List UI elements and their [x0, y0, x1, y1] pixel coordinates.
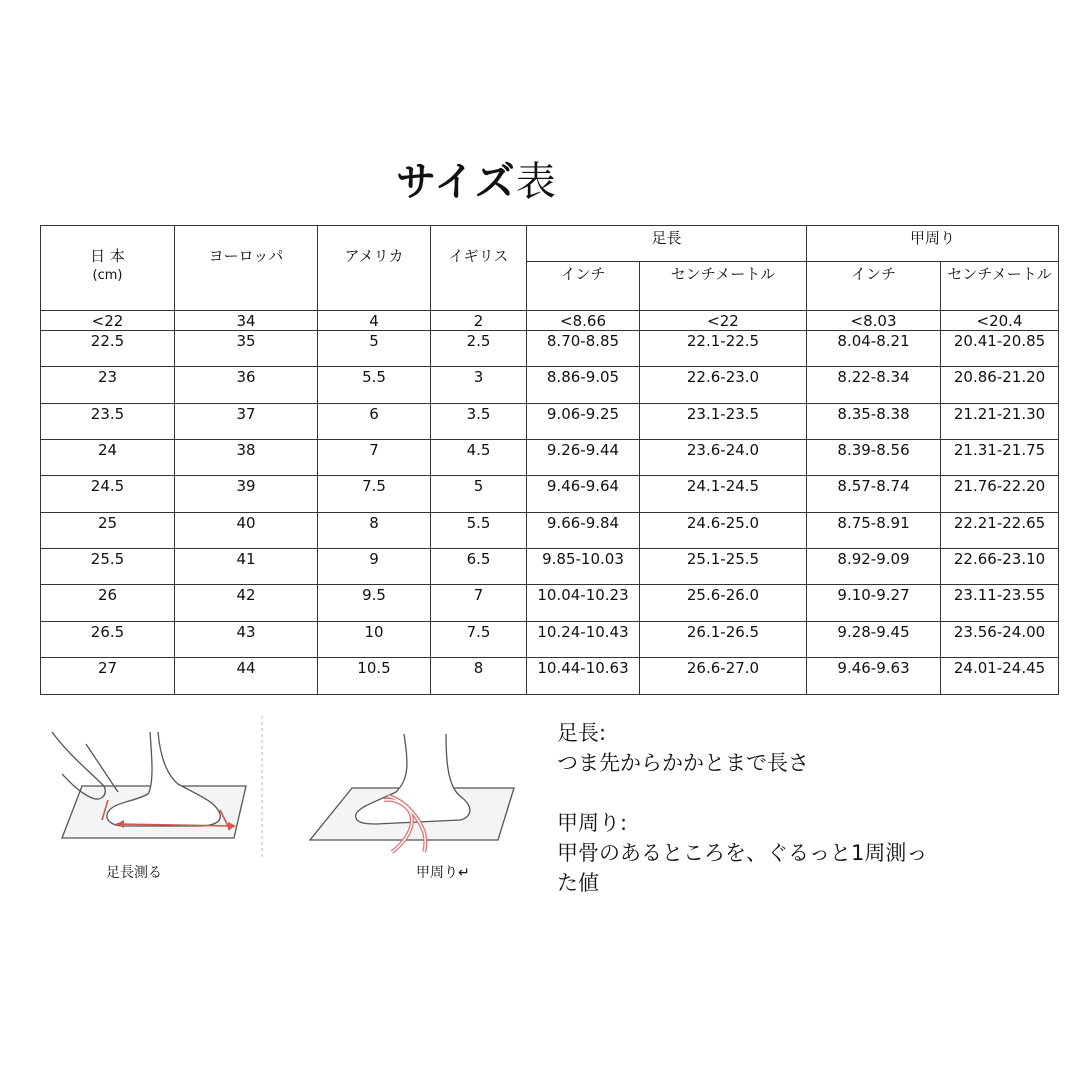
- table-cell: 2: [431, 311, 527, 331]
- table-cell: 8.57-8.74: [807, 476, 941, 513]
- table-cell: 44: [175, 658, 318, 695]
- header-foot-length: 足長: [527, 226, 807, 262]
- header-inch: インチ: [527, 262, 640, 311]
- table-cell: 9.5: [318, 585, 431, 622]
- table-cell: 9.26-9.44: [527, 440, 640, 476]
- table-cell: 24.01-24.45: [941, 658, 1059, 695]
- table-cell: 23.56-24.00: [941, 622, 1059, 658]
- description: [557, 718, 1037, 898]
- table-cell: 34: [175, 311, 318, 331]
- girth-label: 甲周り:: [557, 811, 628, 835]
- foot-length-illustration: [38, 714, 264, 862]
- title-bold: サイズ: [396, 159, 516, 205]
- table-cell: <22: [640, 311, 807, 331]
- table-cell: 4.5: [431, 440, 527, 476]
- page-title: [396, 150, 557, 207]
- table-cell: 8: [318, 513, 431, 549]
- table-row: [41, 331, 1059, 367]
- table-cell: 9.85-10.03: [527, 549, 640, 585]
- table-cell: 9: [318, 549, 431, 585]
- table-cell: 9.46-9.64: [527, 476, 640, 513]
- table-cell: 25.1-25.5: [640, 549, 807, 585]
- table-cell: 8.75-8.91: [807, 513, 941, 549]
- table-cell: 8.35-8.38: [807, 404, 941, 440]
- table-cell: 5.5: [431, 513, 527, 549]
- table-cell: 8.04-8.21: [807, 331, 941, 367]
- table-cell: 22.5: [41, 331, 175, 367]
- table-cell: 7.5: [318, 476, 431, 513]
- header-japan-unit: (cm): [92, 267, 123, 283]
- header-uk: イギリス: [431, 226, 527, 311]
- table-row: [41, 311, 1059, 331]
- table-cell: 26: [41, 585, 175, 622]
- table-cell: 39: [175, 476, 318, 513]
- table-cell: 43: [175, 622, 318, 658]
- table-cell: 22.21-22.65: [941, 513, 1059, 549]
- header-girth: 甲周り: [807, 226, 1059, 262]
- table-cell: 7: [431, 585, 527, 622]
- table-cell: <20.4: [941, 311, 1059, 331]
- table-cell: 24: [41, 440, 175, 476]
- table-cell: 10: [318, 622, 431, 658]
- table-cell: <22: [41, 311, 175, 331]
- foot-length-label: 足長:: [557, 721, 607, 745]
- table-cell: 23.11-23.55: [941, 585, 1059, 622]
- table-cell: 10.04-10.23: [527, 585, 640, 622]
- table-cell: 9.06-9.25: [527, 404, 640, 440]
- table-cell: 9.66-9.84: [527, 513, 640, 549]
- table-cell: 10.5: [318, 658, 431, 695]
- table-cell: 8.22-8.34: [807, 367, 941, 404]
- table-row: [41, 513, 1059, 549]
- table-cell: 26.5: [41, 622, 175, 658]
- size-table-body: [41, 311, 1059, 695]
- table-cell: 25.5: [41, 549, 175, 585]
- table-cell: 23: [41, 367, 175, 404]
- table-cell: 26.1-26.5: [640, 622, 807, 658]
- table-cell: 24.6-25.0: [640, 513, 807, 549]
- table-row: [41, 658, 1059, 695]
- table-cell: 21.31-21.75: [941, 440, 1059, 476]
- header-america: アメリカ: [318, 226, 431, 311]
- table-cell: 23.5: [41, 404, 175, 440]
- table-cell: 35: [175, 331, 318, 367]
- girth-caption: 甲周り↵: [416, 865, 470, 881]
- table-cell: <8.66: [527, 311, 640, 331]
- table-cell: 5.5: [318, 367, 431, 404]
- table-cell: 3: [431, 367, 527, 404]
- table-cell: 9.10-9.27: [807, 585, 941, 622]
- table-cell: 26.6-27.0: [640, 658, 807, 695]
- header-japan: 日 本 (cm): [41, 226, 175, 311]
- table-cell: 24.1-24.5: [640, 476, 807, 513]
- table-cell: 10.24-10.43: [527, 622, 640, 658]
- girth-text-line1: 甲骨のあるところを、ぐるっと1周測っ: [557, 841, 928, 865]
- table-cell: 36: [175, 367, 318, 404]
- table-cell: 2.5: [431, 331, 527, 367]
- table-cell: 20.41-20.85: [941, 331, 1059, 367]
- header-inch-girth: インチ: [807, 262, 941, 311]
- table-cell: 5: [431, 476, 527, 513]
- table-cell: 7.5: [431, 622, 527, 658]
- table-cell: 6.5: [431, 549, 527, 585]
- table-cell: 21.76-22.20: [941, 476, 1059, 513]
- table-row: [41, 622, 1059, 658]
- table-cell: 4: [318, 311, 431, 331]
- table-cell: 23.6-24.0: [640, 440, 807, 476]
- table-cell: 22.6-23.0: [640, 367, 807, 404]
- table-cell: 25.6-26.0: [640, 585, 807, 622]
- table-cell: 40: [175, 513, 318, 549]
- size-table: [40, 225, 1059, 695]
- girth-text-line2: た値: [557, 871, 599, 895]
- foot-length-text: つま先からかかとまで長さ: [557, 751, 809, 775]
- table-cell: 8: [431, 658, 527, 695]
- table-row: [41, 585, 1059, 622]
- table-cell: 24.5: [41, 476, 175, 513]
- table-cell: 38: [175, 440, 318, 476]
- table-cell: 10.44-10.63: [527, 658, 640, 695]
- table-cell: 8.92-9.09: [807, 549, 941, 585]
- table-cell: 8.39-8.56: [807, 440, 941, 476]
- table-cell: 42: [175, 585, 318, 622]
- table-cell: 9.46-9.63: [807, 658, 941, 695]
- table-row: [41, 367, 1059, 404]
- header-centimeter: センチメートル: [640, 262, 807, 311]
- table-row: [41, 549, 1059, 585]
- table-cell: 8.70-8.85: [527, 331, 640, 367]
- table-cell: 8.86-9.05: [527, 367, 640, 404]
- table-cell: 7: [318, 440, 431, 476]
- table-row: [41, 440, 1059, 476]
- table-cell: 27: [41, 658, 175, 695]
- table-cell: 41: [175, 549, 318, 585]
- table-cell: 9.28-9.45: [807, 622, 941, 658]
- table-cell: 22.66-23.10: [941, 549, 1059, 585]
- table-row: [41, 404, 1059, 440]
- table-cell: 3.5: [431, 404, 527, 440]
- table-cell: 5: [318, 331, 431, 367]
- table-cell: 20.86-21.20: [941, 367, 1059, 404]
- table-cell: 21.21-21.30: [941, 404, 1059, 440]
- title-rest: 表: [515, 159, 557, 205]
- table-row: [41, 476, 1059, 513]
- header-centimeter-girth: センチメートル: [941, 262, 1059, 311]
- table-cell: 6: [318, 404, 431, 440]
- table-cell: 22.1-22.5: [640, 331, 807, 367]
- foot-length-caption: 足長測る: [106, 865, 162, 881]
- table-cell: 37: [175, 404, 318, 440]
- header-europe: ヨーロッパ: [175, 226, 318, 311]
- table-cell: 25: [41, 513, 175, 549]
- table-cell: 23.1-23.5: [640, 404, 807, 440]
- girth-illustration: [300, 716, 526, 858]
- table-cell: <8.03: [807, 311, 941, 331]
